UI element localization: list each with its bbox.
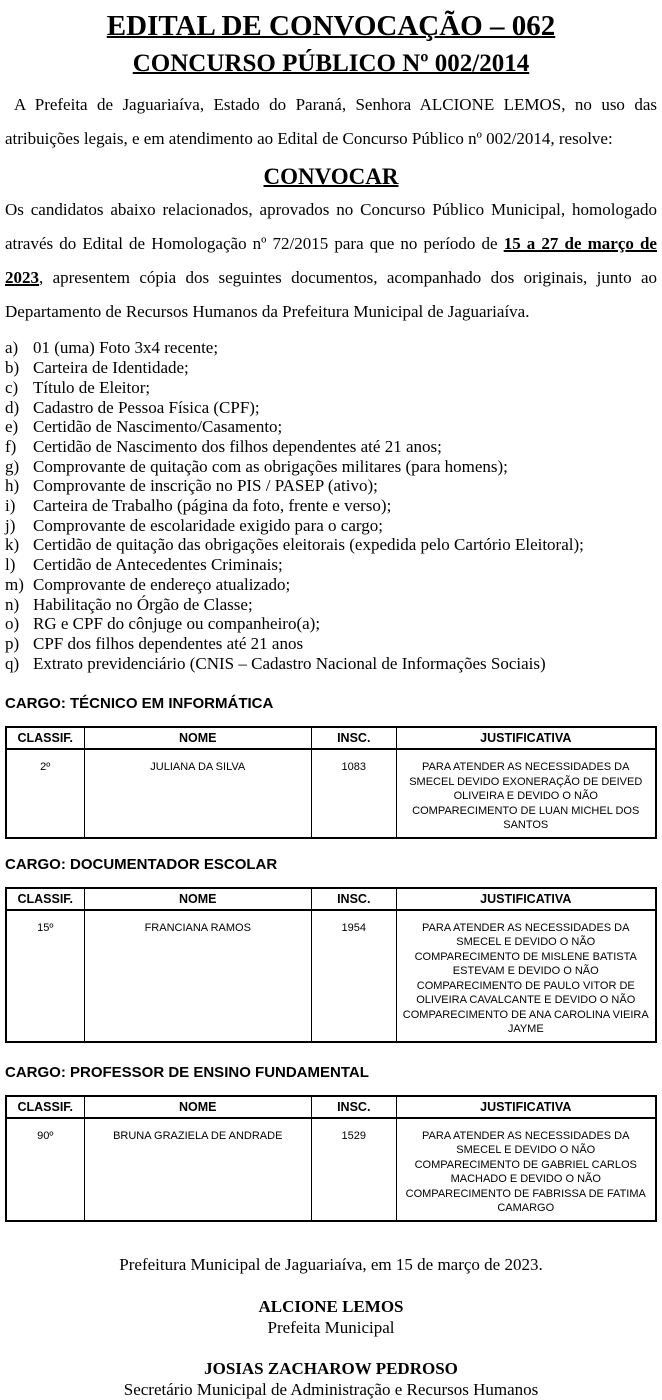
column-header-nome: NOME — [84, 1096, 312, 1118]
signature-role: Prefeita Municipal — [267, 1317, 395, 1337]
list-item — [5, 398, 657, 418]
list-item-text: Certidão de quitação das obrigações eleitorais (expedida pelo Cartório Eleitoral); — [33, 535, 584, 555]
list-item-letter: a) — [5, 338, 19, 358]
convocation-table — [5, 726, 657, 839]
column-header-classif: CLASSIF. — [6, 727, 84, 749]
list-item — [5, 358, 657, 378]
date-line: Prefeitura Municipal de Jaguariaíva, em 15 de março de 2023. — [119, 1254, 543, 1274]
cargo-section-professor-ensino-fundamental — [5, 1064, 657, 1222]
list-item-letter: k) — [5, 535, 20, 555]
list-item-letter: j) — [5, 515, 16, 535]
cell-justificativa: PARA ATENDER AS NECESSIDADES DA SMECEL E DEVIDO O NÃO COMPARECIMENTO DE GABRIEL CARLOS MACHADO E DEVIDO O NÃO COMPARECIMENTO DE FABRISSA DE FATIMA CAMARGO — [396, 1118, 656, 1221]
cell-justificativa: PARA ATENDER AS NECESSIDADES DA SMECEL E DEVIDO O NÃO COMPARECIMENTO DE MISLENE BATISTA ESTEVAM E DEVIDO O NÃO COMPARECIMENTO DE PAULO VITOR DE OLIVEIRA CAVALCANTE E DEVIDO O NÃO COMPARECIMENTO DE ANA CAROLINA VIEIRA JAYME — [396, 910, 656, 1042]
column-header-insc: INSC. — [312, 727, 397, 749]
list-item-text: Comprovante de inscrição no PIS / PASEP (ativo); — [33, 476, 378, 496]
column-header-insc: INSC. — [312, 1096, 397, 1118]
table-row — [6, 749, 656, 838]
list-item-text: Título de Eleitor; — [33, 377, 151, 397]
list-item-text: Habilitação no Órgão de Classe; — [33, 594, 253, 614]
signature-name: JOSIAS ZACHAROW PEDROSO — [204, 1358, 458, 1378]
convocation-table — [5, 1095, 657, 1222]
cell-insc: 1954 — [312, 910, 397, 1042]
list-item — [5, 476, 657, 496]
intro-paragraph: A Prefeita de Jaguariaíva, Estado do Paraná, Senhora ALCIONE LEMOS, no uso das atribuições legais, e em atendimento ao Edital de Concurso Público nº 002/2014, resolve: — [5, 94, 657, 148]
cell-nome: FRANCIANA RAMOS — [84, 910, 312, 1042]
column-header-justificativa: JUSTIFICATIVA — [396, 727, 656, 749]
table-header-row — [6, 888, 656, 910]
table-row — [6, 1118, 656, 1221]
list-item-text: RG e CPF do cônjuge ou companheiro(a); — [33, 614, 321, 634]
cell-classif: 2º — [6, 749, 84, 838]
convocation-table — [5, 887, 657, 1043]
list-item — [5, 496, 657, 516]
list-item-text: Certidão de Nascimento dos filhos dependentes até 21 anos; — [33, 436, 442, 456]
column-header-nome: NOME — [84, 727, 312, 749]
list-item-letter: d) — [5, 397, 20, 417]
list-item-letter: l) — [5, 555, 16, 575]
page-title: EDITAL DE CONVOCAÇÃO – 062 — [106, 10, 556, 42]
cargo-heading: CARGO: DOCUMENTADOR ESCOLAR — [5, 855, 278, 873]
list-item — [5, 555, 657, 575]
list-item-letter: q) — [5, 653, 20, 673]
list-item — [5, 575, 657, 595]
list-item-letter: o) — [5, 614, 20, 634]
table-header-row — [6, 1096, 656, 1118]
body-paragraph-part1: Os candidatos abaixo relacionados, aprovados no Concurso Público Municipal, homologado através do Edital de Homologação nº 72/2015 para que no período de — [5, 200, 657, 254]
list-item-text: Extrato previdenciário (CNIS – Cadastro Nacional de Informações Sociais) — [33, 653, 546, 673]
list-item-letter: e) — [5, 417, 19, 437]
list-item — [5, 378, 657, 398]
list-item-letter: p) — [5, 633, 20, 653]
list-item-letter: i) — [5, 496, 16, 516]
list-item-text: Certidão de Nascimento/Casamento; — [33, 417, 283, 437]
list-item-text: Comprovante de quitação com as obrigações militares (para homens); — [33, 456, 508, 476]
list-item-letter: h) — [5, 476, 20, 496]
cell-insc: 1529 — [312, 1118, 397, 1221]
column-header-justificativa: JUSTIFICATIVA — [396, 1096, 656, 1118]
column-header-justificativa: JUSTIFICATIVA — [396, 888, 656, 910]
cargo-section-documentador-escolar — [5, 856, 657, 1043]
cell-nome: BRUNA GRAZIELA DE ANDRADE — [84, 1118, 312, 1221]
list-item-text: Carteira de Identidade; — [33, 358, 189, 378]
cargo-heading: CARGO: TÉCNICO EM INFORMÁTICA — [5, 695, 274, 713]
list-item — [5, 457, 657, 477]
list-item — [5, 516, 657, 536]
list-item — [5, 634, 657, 654]
list-item — [5, 654, 657, 674]
cell-classif: 90º — [6, 1118, 84, 1221]
list-item-letter: c) — [5, 377, 19, 397]
column-header-classif: CLASSIF. — [6, 888, 84, 910]
list-item-text: 01 (uma) Foto 3x4 recente; — [33, 338, 219, 358]
cell-nome: JULIANA DA SILVA — [84, 749, 312, 838]
cell-justificativa: PARA ATENDER AS NECESSIDADES DA SMECEL DEVIDO EXONERAÇÃO DE DEIVED OLIVEIRA E DEVIDO O NÃO COMPARECIMENTO DE LUAN MICHEL DOS SANTOS — [396, 749, 656, 838]
list-item-letter: m) — [5, 574, 24, 594]
closing-block — [5, 1254, 657, 1400]
table-row — [6, 910, 656, 1042]
signature-block-secretario — [5, 1358, 657, 1400]
cell-insc: 1083 — [312, 749, 397, 838]
cargo-heading: CARGO: PROFESSOR DE ENSINO FUNDAMENTAL — [5, 1063, 369, 1081]
cell-classif: 15º — [6, 910, 84, 1042]
table-header-row — [6, 727, 656, 749]
body-paragraph-part2: , apresentem cópia dos seguintes documentos, acompanhado dos originais, junto ao Departamento de Recursos Humanos da Prefeitura Municipal de Jaguariaíva. — [5, 268, 657, 322]
list-item-text: Certidão de Antecedentes Criminais; — [33, 555, 283, 575]
list-item-text: Cadastro de Pessoa Física (CPF); — [33, 397, 260, 417]
column-header-insc: INSC. — [312, 888, 397, 910]
column-header-nome: NOME — [84, 888, 312, 910]
column-header-classif: CLASSIF. — [6, 1096, 84, 1118]
list-item-text: CPF dos filhos dependentes até 21 anos — [33, 633, 304, 653]
list-item — [5, 437, 657, 457]
list-item-letter: g) — [5, 456, 20, 476]
page-subtitle: CONCURSO PÚBLICO Nº 002/2014 — [132, 50, 530, 78]
list-item-letter: f) — [5, 436, 17, 456]
required-documents-list — [5, 338, 657, 673]
list-item-letter: n) — [5, 594, 20, 614]
signature-name: ALCIONE LEMOS — [258, 1296, 404, 1316]
list-item-text: Comprovante de escolaridade exigido para o cargo; — [33, 515, 383, 535]
list-item — [5, 338, 657, 358]
list-item — [5, 535, 657, 555]
list-item — [5, 614, 657, 634]
body-paragraph — [5, 193, 657, 329]
list-item — [5, 417, 657, 437]
list-item-text: Carteira de Trabalho (página da foto, frente e verso); — [33, 496, 392, 516]
body-paragraph-highlight: 15 a 27 de março de 2023 — [5, 234, 657, 288]
convocar-heading: CONVOCAR — [263, 163, 399, 189]
signature-role: Secretário Municipal de Administração e Recursos Humanos — [123, 1379, 539, 1399]
list-item-text: Comprovante de endereço atualizado; — [33, 574, 291, 594]
cargo-section-tecnico-em-informatica — [5, 695, 657, 839]
list-item-letter: b) — [5, 358, 20, 378]
list-item — [5, 595, 657, 615]
signature-block-prefeita — [5, 1296, 657, 1338]
